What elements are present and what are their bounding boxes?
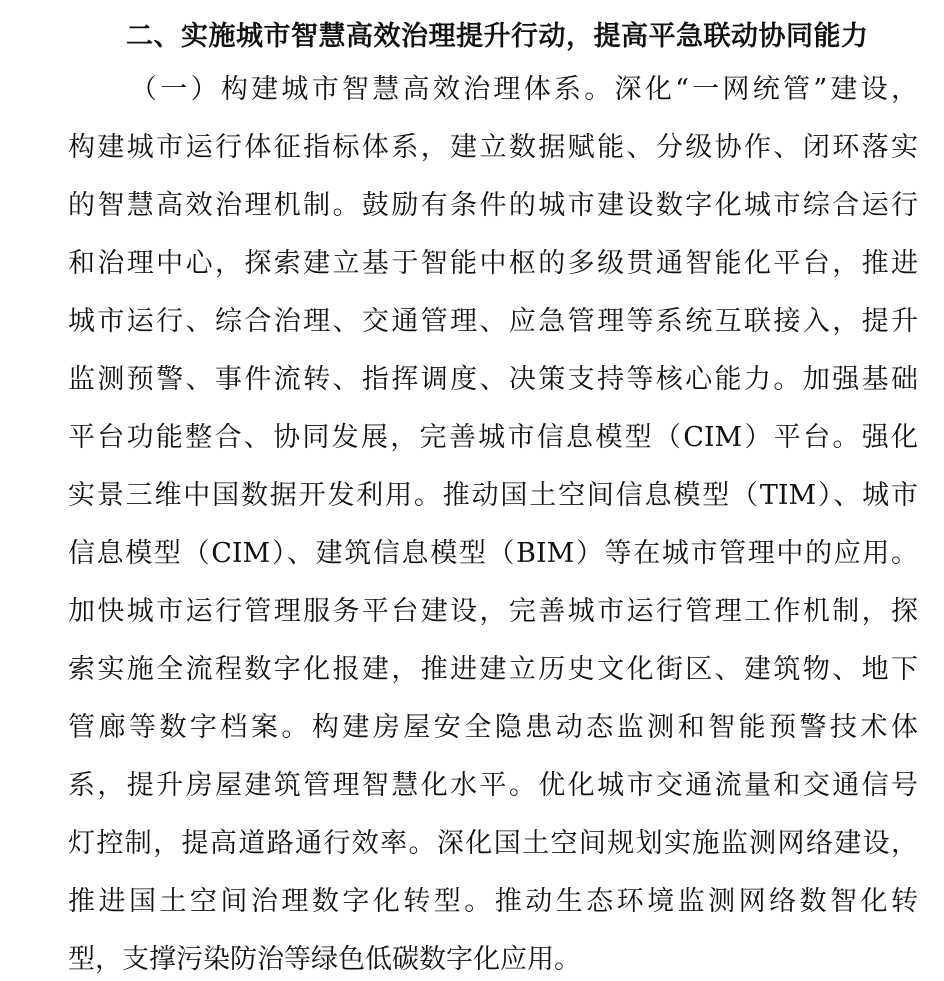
text-line: （一）构建城市智慧高效治理体系。深化“一网统管”建设，: [130, 74, 918, 105]
text-line: 加快城市运行管理服务平台建设，完善城市运行管理工作机制，探: [68, 596, 918, 627]
text-line: 城市运行、综合治理、交通管理、应急管理等系统互联接入，提升: [68, 306, 918, 337]
text-line: 系，提升房屋建筑管理智慧化水平。优化城市交通流量和交通信号: [68, 770, 918, 801]
text-line: 型，支撑污染防治等绿色低碳数字化应用。: [68, 944, 581, 975]
text-line: 实景三维中国数据开发利用。推动国土空间信息模型（TIM）、城市: [68, 480, 918, 511]
text-line: 灯控制，提高道路通行效率。深化国土空间规划实施监测网络建设，: [68, 828, 918, 859]
text-line: 平台功能整合、协同发展，完善城市信息模型（CIM）平台。强化: [68, 422, 918, 453]
text-line: 信息模型（CIM）、建筑信息模型（BIM）等在城市管理中的应用。: [68, 538, 918, 569]
section-heading: 二、实施城市智慧高效治理提升行动，提高平急联动协同能力: [126, 21, 869, 52]
text-line: 管廊等数字档案。构建房屋安全隐患动态监测和智能预警技术体: [68, 712, 918, 743]
text-line: 构建城市运行体征指标体系，建立数据赋能、分级协作、闭环落实: [68, 132, 918, 163]
text-line: 监测预警、事件流转、指挥调度、决策支持等核心能力。加强基础: [68, 364, 918, 395]
text-line: 索实施全流程数字化报建，推进建立历史文化街区、建筑物、地下: [68, 654, 918, 685]
text-line: 和治理中心，探索建立基于智能中枢的多级贯通智能化平台，推进: [68, 248, 918, 279]
text-line: 的智慧高效治理机制。鼓励有条件的城市建设数字化城市综合运行: [68, 190, 918, 221]
text-line: 推进国土空间治理数字化转型。推动生态环境监测网络数智化转: [68, 886, 918, 917]
